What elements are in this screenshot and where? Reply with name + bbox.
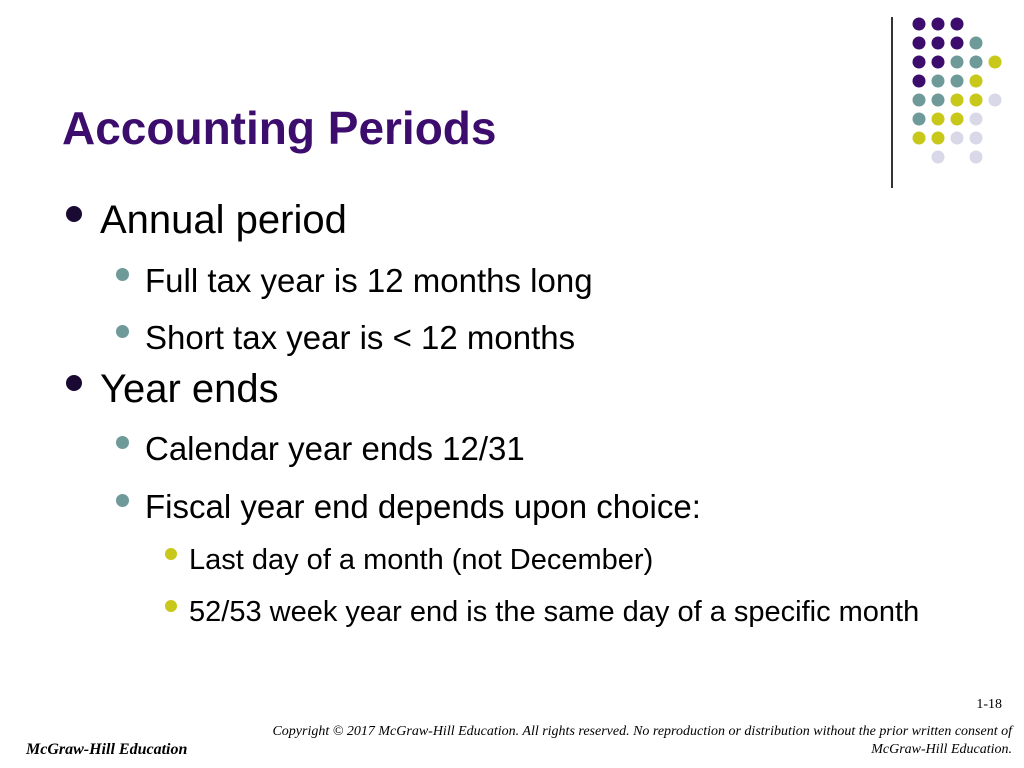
decorative-dot bbox=[989, 56, 1002, 69]
decorative-dot bbox=[913, 75, 926, 88]
decorative-divider-line bbox=[891, 17, 893, 188]
bullet-text: Full tax year is 12 months long bbox=[145, 262, 593, 299]
decorative-dot bbox=[913, 132, 926, 145]
decorative-dot bbox=[913, 56, 926, 69]
decorative-dot bbox=[951, 56, 964, 69]
decorative-dot bbox=[970, 37, 983, 50]
decorative-dot bbox=[970, 113, 983, 126]
decorative-dot bbox=[932, 132, 945, 145]
bullet-dot bbox=[165, 600, 177, 612]
bullet-dot bbox=[66, 206, 82, 222]
bullet-text: 52/53 week year end is the same day of a specific month bbox=[189, 596, 920, 628]
bullet-text: Short tax year is < 12 months bbox=[145, 319, 576, 356]
bullet-text: Calendar year ends 12/31 bbox=[145, 430, 525, 467]
decorative-dot bbox=[932, 56, 945, 69]
bullet-text: Year ends bbox=[100, 367, 279, 411]
bullet-dot bbox=[66, 375, 82, 391]
decorative-dot bbox=[932, 18, 945, 31]
decorative-dot bbox=[989, 94, 1002, 107]
decorative-dot bbox=[913, 94, 926, 107]
decorative-dot bbox=[951, 113, 964, 126]
decorative-dot bbox=[951, 94, 964, 107]
decorative-dot bbox=[932, 151, 945, 164]
copyright-notice: Copyright © 2017 McGraw-Hill Education. All rights reserved. No reproduction or distribution without the prior written consent of McGraw-Hill Education. bbox=[272, 724, 1012, 757]
decorative-dot bbox=[913, 113, 926, 126]
decorative-dot bbox=[951, 75, 964, 88]
bullet-text: Last day of a month (not December) bbox=[189, 544, 654, 576]
decorative-dot bbox=[951, 18, 964, 31]
decorative-dot bbox=[913, 18, 926, 31]
decorative-dot bbox=[932, 94, 945, 107]
bullet-text: Annual period bbox=[100, 198, 347, 242]
decorative-dot bbox=[913, 37, 926, 50]
bullet-text: Fiscal year end depends upon choice: bbox=[145, 488, 701, 525]
decorative-dot bbox=[932, 37, 945, 50]
bullet-dot bbox=[165, 548, 177, 560]
bullet-dot bbox=[116, 268, 129, 281]
bullet-dot bbox=[116, 436, 129, 449]
slide-title: Accounting Periods bbox=[62, 102, 497, 154]
decorative-dot bbox=[970, 132, 983, 145]
decorative-dot bbox=[970, 151, 983, 164]
page-number: 1-18 bbox=[976, 697, 1002, 712]
footer-brand: McGraw-Hill Education bbox=[26, 741, 188, 758]
decorative-dot-grid bbox=[908, 14, 1008, 174]
decorative-dot bbox=[951, 132, 964, 145]
bullet-dot bbox=[116, 325, 129, 338]
decorative-dot bbox=[970, 75, 983, 88]
bullet-dot bbox=[116, 494, 129, 507]
decorative-dot bbox=[932, 113, 945, 126]
decorative-dot bbox=[932, 75, 945, 88]
decorative-dot bbox=[951, 37, 964, 50]
decorative-dot bbox=[970, 56, 983, 69]
decorative-dot bbox=[970, 94, 983, 107]
